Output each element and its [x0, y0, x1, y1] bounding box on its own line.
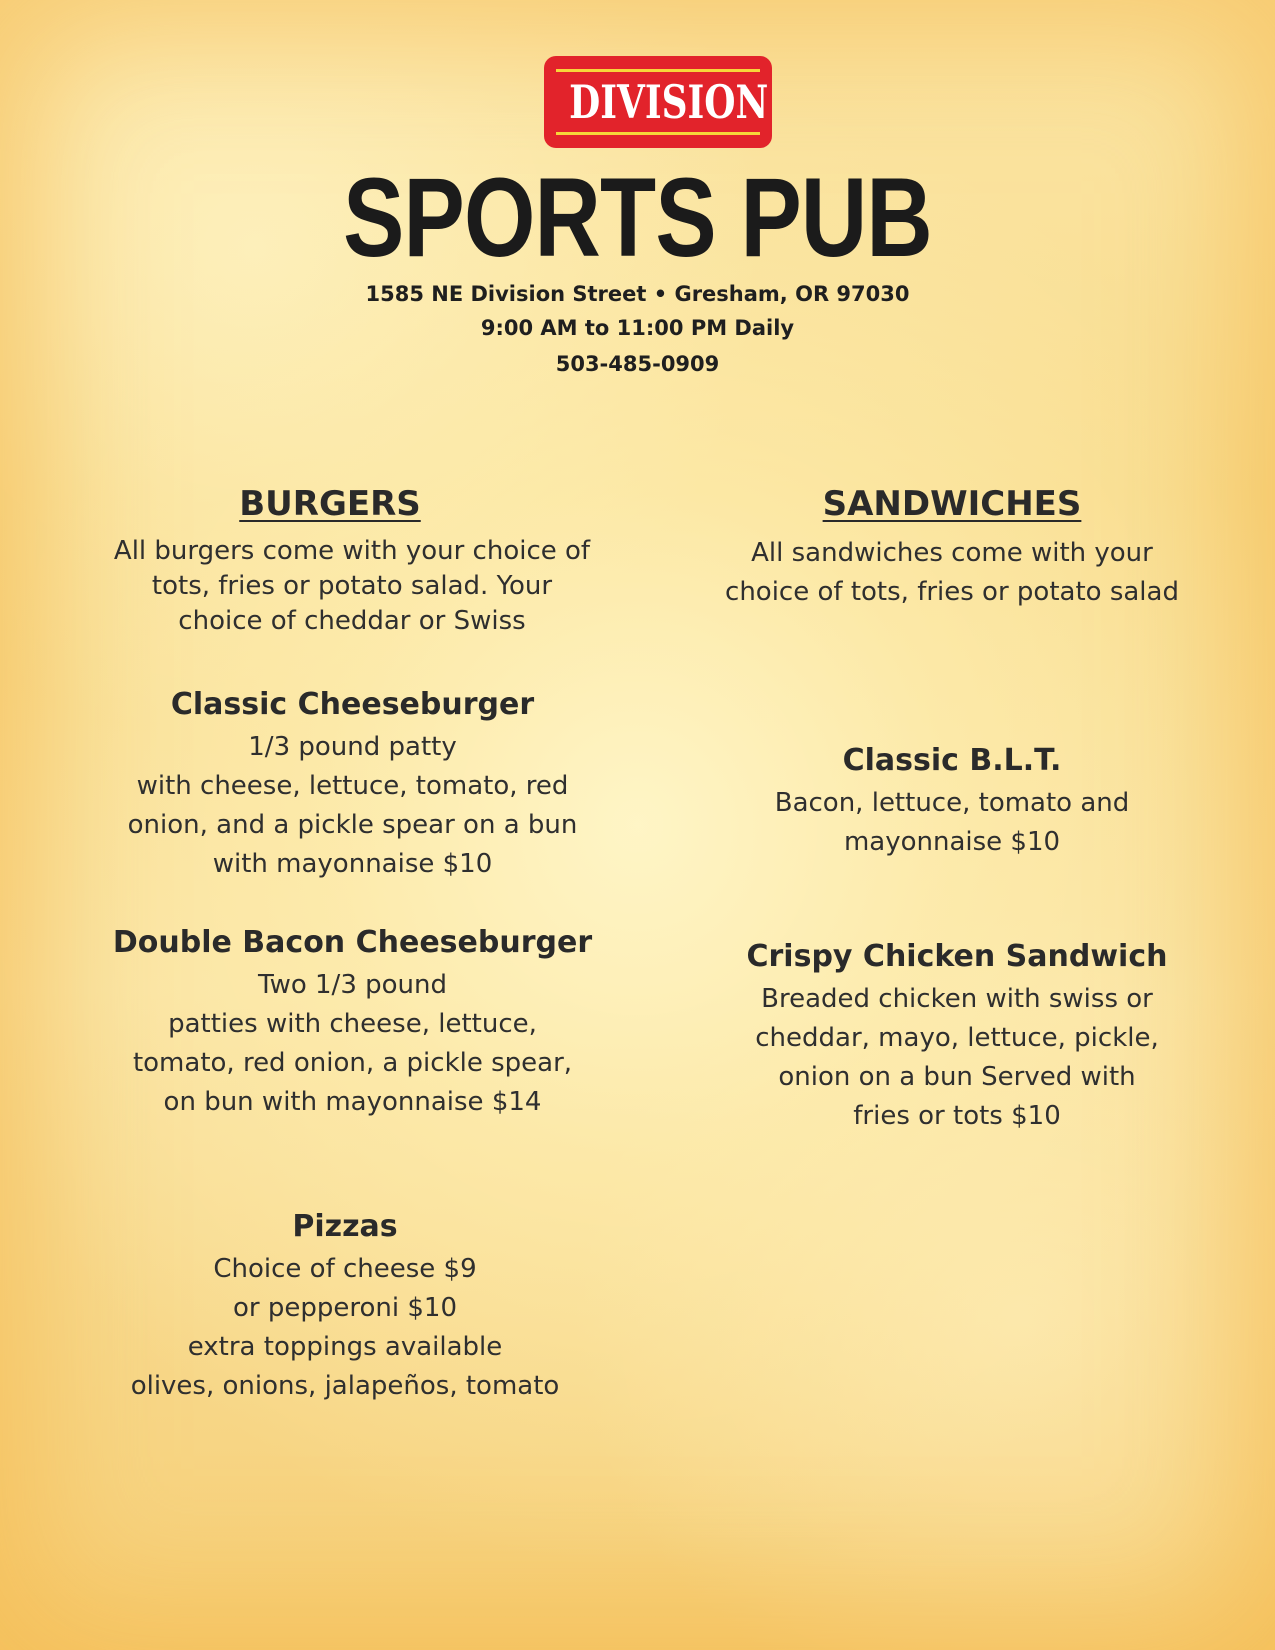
- classic-blt-title: Classic B.L.T.: [842, 743, 1062, 778]
- division-logo: [544, 56, 772, 148]
- crispy-chicken-sandwich-description: Breaded chicken with swiss or cheddar, mayo, lettuce, pickle, onion on a bun Served with fries or tots $10: [755, 984, 1159, 1131]
- double-bacon-cheeseburger-description: Two 1/3 pound patties with cheese, lettuce, tomato, red onion, a pickle spear, on bun with mayonnaise $14: [132, 970, 573, 1117]
- pizzas-title: Pizzas: [292, 1209, 398, 1244]
- sandwiches-description: All sandwiches come with your choice of tots, fries or potato salad: [725, 538, 1179, 607]
- page-title: SPORTS PUB: [343, 155, 932, 280]
- phone: 503-485-0909: [555, 352, 720, 376]
- pizzas-description: Choice of cheese $9 or pepperoni $10 extra toppings available olives, onions, jalapeños, tomato: [130, 1254, 560, 1401]
- burgers-description: All burgers come with your choice of tots, fries or potato salad. Your choice of cheddar or Swiss: [113, 536, 591, 636]
- logo-stripe-bottom: [556, 132, 760, 135]
- crispy-chicken-sandwich-title: Crispy Chicken Sandwich: [746, 939, 1168, 974]
- burgers-heading: [130, 484, 530, 524]
- classic-cheeseburger-title: Classic Cheeseburger: [170, 687, 535, 722]
- logo-text: DIVISION: [569, 75, 769, 129]
- logo-stripe-top: [556, 69, 760, 72]
- sandwiches-heading: [712, 484, 1192, 524]
- address: 1585 NE Division Street • Gresham, OR 97030: [365, 282, 910, 306]
- burgers-heading-text: BURGERS: [239, 484, 421, 524]
- classic-blt-description: Bacon, lettuce, tomato and mayonnaise $10: [774, 788, 1130, 857]
- hours: 9:00 AM to 11:00 PM Daily: [480, 316, 795, 340]
- sandwiches-heading-text: SANDWICHES: [822, 484, 1082, 524]
- double-bacon-cheeseburger-title: Double Bacon Cheeseburger: [112, 925, 593, 960]
- classic-cheeseburger-description: 1/3 pound patty with cheese, lettuce, tomato, red onion, and a pickle spear on a bun with mayonnaise $10: [127, 732, 578, 879]
